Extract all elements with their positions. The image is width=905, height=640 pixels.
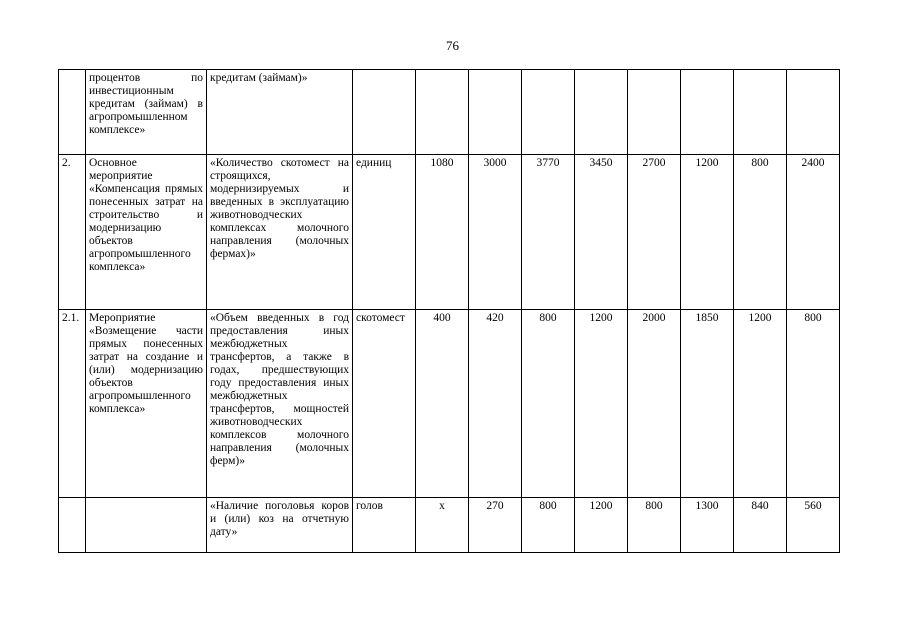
value-cell: [469, 70, 522, 155]
indicator-name: «Объем введенных в год предоставления иных межбюджетных трансфертов, а также в годах, предшествующих году предоставления иных межбюджетных трансфертов, мощностей животноводческих комплексов молочного направления (молочных ферм)»: [207, 310, 353, 498]
unit-cell: [353, 70, 416, 155]
value-cell: [681, 70, 734, 155]
value-cell: 3450: [575, 155, 628, 310]
value-cell: 800: [522, 498, 575, 553]
value-cell: 840: [734, 498, 787, 553]
value-cell: 1300: [681, 498, 734, 553]
unit-cell: голов: [353, 498, 416, 553]
indicator-name: «Наличие поголовья коров и (или) коз на отчетную дату»: [207, 498, 353, 553]
value-cell: 560: [787, 498, 840, 553]
value-cell: 2400: [787, 155, 840, 310]
indicator-name: кредитам (займам)»: [207, 70, 353, 155]
value-cell: [787, 70, 840, 155]
value-cell: 420: [469, 310, 522, 498]
activity-name: Мероприятие «Возмещение части прямых понесенных затрат на создание и (или) модернизацию объектов агропромышленного комплекса»: [86, 310, 207, 498]
indicators-table: [58, 69, 840, 553]
value-cell: х: [416, 498, 469, 553]
activity-name: процентов по инвестиционным кредитам (займам) в агропромышленном комплексе»: [86, 70, 207, 155]
value-cell: 270: [469, 498, 522, 553]
value-cell: 1080: [416, 155, 469, 310]
value-cell: [628, 70, 681, 155]
row-number: 2.: [59, 155, 86, 310]
row-number: [59, 498, 86, 553]
value-cell: [734, 70, 787, 155]
value-cell: 1850: [681, 310, 734, 498]
value-cell: [575, 70, 628, 155]
value-cell: 1200: [575, 498, 628, 553]
table-row: [59, 498, 840, 553]
value-cell: 800: [628, 498, 681, 553]
value-cell: 800: [522, 310, 575, 498]
value-cell: 800: [734, 155, 787, 310]
value-cell: 1200: [734, 310, 787, 498]
activity-name: [86, 498, 207, 553]
indicator-name: «Количество скотомест на строящихся, модернизируемых и введенных в эксплуатацию животноводческих комплексах молочного направления (молочных фермах)»: [207, 155, 353, 310]
value-cell: [522, 70, 575, 155]
value-cell: 3000: [469, 155, 522, 310]
value-cell: 2000: [628, 310, 681, 498]
value-cell: [416, 70, 469, 155]
row-number: 2.1.: [59, 310, 86, 498]
table-row: [59, 310, 840, 498]
row-number: [59, 70, 86, 155]
unit-cell: единиц: [353, 155, 416, 310]
value-cell: 3770: [522, 155, 575, 310]
unit-cell: скотомест: [353, 310, 416, 498]
value-cell: 1200: [681, 155, 734, 310]
table-row: [59, 155, 840, 310]
table-row: [59, 70, 840, 155]
value-cell: 1200: [575, 310, 628, 498]
activity-name: Основное мероприятие «Компенсация прямых понесенных затрат на строительство и модернизацию объектов агропромышленного комплекса»: [86, 155, 207, 310]
page-number: 76: [446, 38, 459, 53]
value-cell: 800: [787, 310, 840, 498]
value-cell: 400: [416, 310, 469, 498]
value-cell: 2700: [628, 155, 681, 310]
